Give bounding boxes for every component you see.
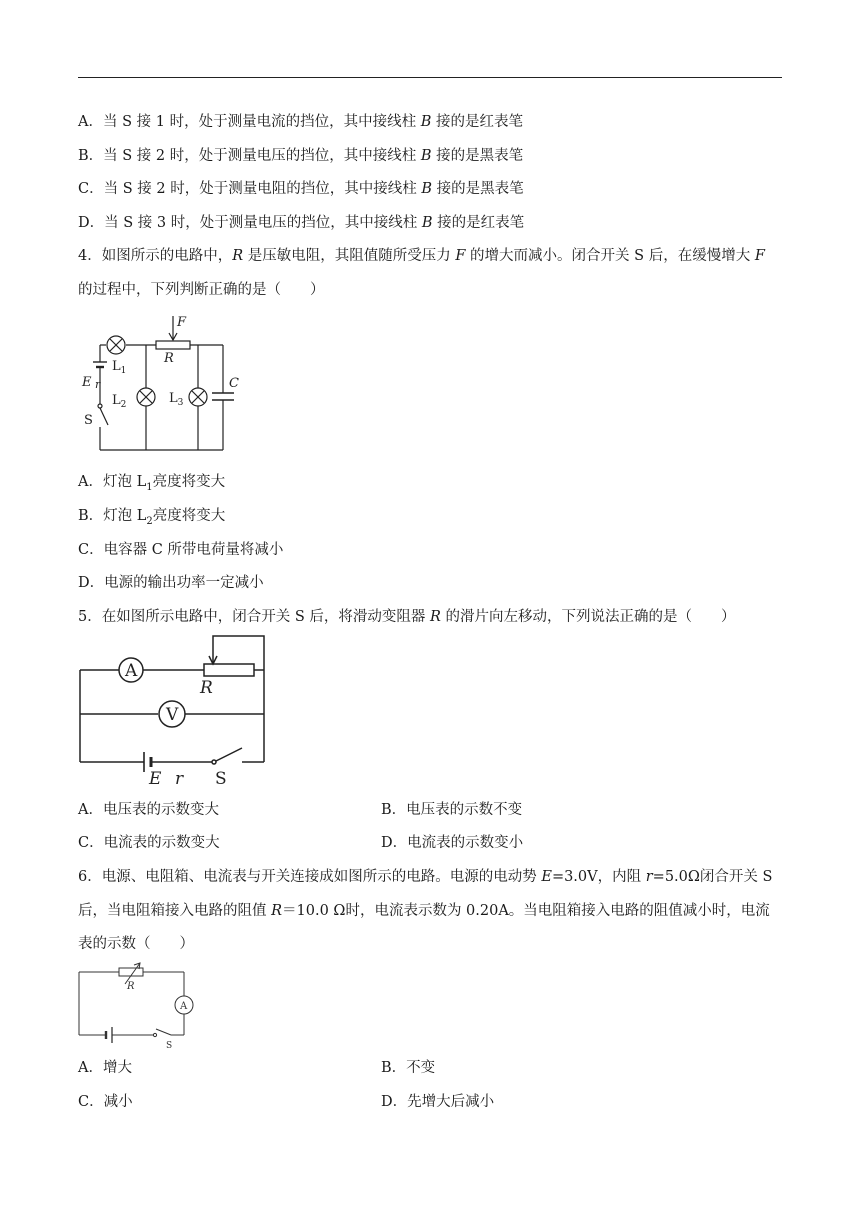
header-rule [78, 77, 782, 78]
q4-stem-line2: 的过程中，下列判断正确的是（ ） [78, 282, 325, 298]
q5-stem: 5．在如图所示电路中，闭合开关 S 后，将滑动变阻器 R 的滑片向左移动，下列说法正确的是（ ） [78, 609, 736, 625]
q6-option-d[interactable]: D．先增大后减小 [381, 1094, 495, 1110]
q6-option-c[interactable]: C．减小 [78, 1094, 133, 1110]
q6-fig-ammeter-label: A [180, 1001, 188, 1012]
q6-stem-line2: 后，当电阻箱接入电路的阻值 R＝10.0 Ω时，电流表示数为 0.20A。当电阻箱接入电路的阻值减小时，电流 [78, 903, 770, 919]
q3-option-c[interactable]: C．当 S 接 2 时，处于测量电阻的挡位，其中接线柱 B 接的是黑表笔 [78, 181, 524, 197]
q4-fig-c-label: C [229, 376, 239, 391]
q4-option-c[interactable]: C．电容器 C 所带电荷量将减小 [78, 542, 284, 558]
q4-fig-r-internal-label: r [95, 378, 101, 391]
q6-circuit-figure [76, 962, 206, 1052]
q6-stem-line3: 表的示数（ ） [78, 936, 194, 952]
q4-fig-l2-label: $L_2$ [112, 393, 127, 410]
q5-fig-voltmeter-label: V [166, 705, 179, 725]
q3-option-d[interactable]: D．当 S 接 3 时，处于测量电压的挡位，其中接线柱 B 接的是红表笔 [78, 215, 525, 231]
q5-option-d[interactable]: D．电流表的示数变小 [381, 835, 524, 851]
q5-circuit-figure [76, 630, 271, 790]
q5-option-a[interactable]: A．电压表的示数变大 [78, 802, 219, 818]
q5-fig-s-label: S [215, 769, 227, 789]
q5-option-b[interactable]: B．电压表的示数不变 [381, 802, 523, 818]
q4-option-d[interactable]: D．电源的输出功率一定减小 [78, 575, 264, 591]
q6-fig-s-label: S [166, 1041, 173, 1051]
q5-fig-r-internal-label: r [175, 769, 184, 789]
q6-option-a[interactable]: A．增大 [78, 1060, 132, 1076]
q4-fig-r-label: R [164, 351, 174, 366]
q6-stem-line1: 6．电源、电阻箱、电流表与开关连接成如图所示的电路。电源的电动势 E=3.0V，内阻 r=5.0Ω闭合开关 S [78, 869, 773, 885]
q4-option-a[interactable]: A．灯泡 $L_1$亮度将变大 [78, 474, 226, 493]
q4-option-b[interactable]: B．灯泡 $L_2$亮度将变大 [78, 508, 226, 527]
q5-option-c[interactable]: C．电流表的示数变大 [78, 835, 220, 851]
q6-fig-r-label: R [127, 981, 135, 992]
q4-circuit-figure [78, 310, 248, 455]
q4-fig-f-label: F [177, 315, 187, 330]
q6-option-b[interactable]: B．不变 [381, 1060, 436, 1076]
q4-fig-s-label: S [84, 413, 93, 428]
q3-option-a[interactable]: A．当 S 接 1 时，处于测量电流的挡位，其中接线柱 B 接的是红表笔 [78, 114, 523, 130]
q4-fig-e-label: E [82, 375, 92, 390]
q4-stem-line1: 4．如图所示的电路中，R 是压敏电阻，其阻值随所受压力 F 的增大而减小。闭合开关 S 后，在缓慢增大 F [78, 248, 765, 264]
q3-option-b[interactable]: B．当 S 接 2 时，处于测量电压的挡位，其中接线柱 B 接的是黑表笔 [78, 148, 524, 164]
q5-fig-ammeter-label: A [125, 661, 138, 681]
q4-fig-l1-label: $L_1$ [112, 359, 127, 376]
q4-fig-l3-label: $L_3$ [169, 391, 184, 408]
q5-fig-e-label: E [149, 769, 162, 789]
q5-fig-r-label: R [200, 678, 213, 698]
